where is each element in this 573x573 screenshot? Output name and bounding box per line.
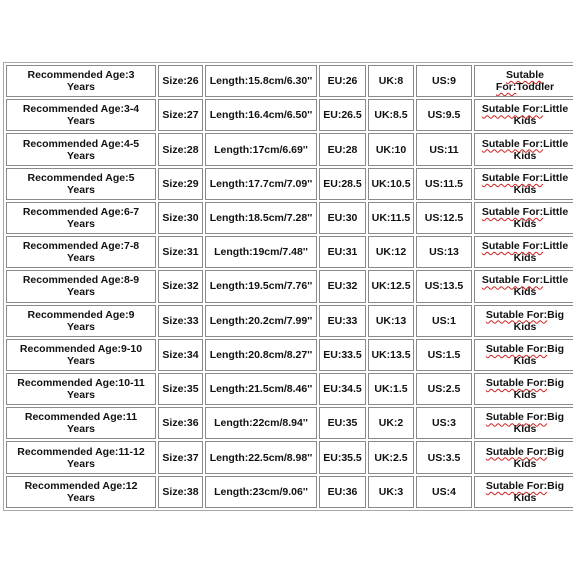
size-cell: Size:29 — [158, 168, 203, 200]
suitable-for-value: Big Kids — [513, 377, 565, 402]
size-cell: Size:34 — [158, 339, 203, 371]
suitable-for-value: Little Kids — [513, 274, 569, 299]
size-cell: Size:37 — [158, 441, 203, 473]
uk-size-cell: UK:12 — [368, 236, 414, 268]
suitable-for-value: Little Kids — [513, 205, 569, 230]
suitable-for-cell — [474, 339, 573, 371]
us-size-cell: US:13 — [416, 236, 472, 268]
table-row — [6, 202, 573, 234]
recommended-age-cell: Recommended Age:11 Years — [6, 407, 156, 439]
recommended-age-cell: Recommended Age:7-8 Years — [6, 236, 156, 268]
us-size-cell: US:9.5 — [416, 99, 472, 131]
eu-size-cell: EU:32 — [319, 270, 366, 302]
table-row — [6, 133, 573, 165]
us-size-cell: US:4 — [416, 476, 472, 508]
table-row — [6, 168, 573, 200]
suitable-for-label: Sutable For: — [485, 411, 548, 424]
uk-size-cell: UK:2 — [368, 407, 414, 439]
suitable-for-cell — [474, 99, 573, 131]
foot-length-cell: Length:22cm/8.94'' — [205, 407, 317, 439]
eu-size-cell: EU:30 — [319, 202, 366, 234]
eu-size-cell: EU:33 — [319, 305, 366, 337]
eu-size-cell: EU:34.5 — [319, 373, 366, 405]
us-size-cell: US:11 — [416, 133, 472, 165]
eu-size-cell: EU:31 — [319, 236, 366, 268]
table-row — [6, 441, 573, 473]
size-cell: Size:26 — [158, 65, 203, 97]
size-cell: Size:38 — [158, 476, 203, 508]
foot-length-cell: Length:23cm/9.06'' — [205, 476, 317, 508]
eu-size-cell: EU:35.5 — [319, 441, 366, 473]
suitable-for-value: Big Kids — [513, 479, 565, 504]
recommended-age-cell: Recommended Age:4-5 Years — [6, 133, 156, 165]
size-cell: Size:36 — [158, 407, 203, 439]
suitable-for-cell — [474, 168, 573, 200]
table-row — [6, 305, 573, 337]
suitable-for-value: Little Kids — [513, 240, 569, 265]
uk-size-cell: UK:3 — [368, 476, 414, 508]
size-cell: Size:32 — [158, 270, 203, 302]
table-row — [6, 339, 573, 371]
recommended-age-cell: Recommended Age:12 Years — [6, 476, 156, 508]
suitable-for-value: Big Kids — [513, 308, 565, 333]
suitable-for-label: Sutable For: — [485, 342, 548, 355]
suitable-for-value: Big Kids — [513, 445, 565, 470]
us-size-cell: US:3 — [416, 407, 472, 439]
size-chart-table — [3, 62, 573, 511]
suitable-for-value: Big Kids — [513, 411, 565, 436]
eu-size-cell: EU:26 — [319, 65, 366, 97]
us-size-cell: US:3.5 — [416, 441, 472, 473]
foot-length-cell: Length:15.8cm/6.30'' — [205, 65, 317, 97]
table-row — [6, 99, 573, 131]
uk-size-cell: UK:2.5 — [368, 441, 414, 473]
table-row — [6, 476, 573, 508]
size-cell: Size:27 — [158, 99, 203, 131]
suitable-for-label: Sutable For: — [485, 445, 548, 458]
recommended-age-cell: Recommended Age:5 Years — [6, 168, 156, 200]
uk-size-cell: UK:12.5 — [368, 270, 414, 302]
us-size-cell: US:1.5 — [416, 339, 472, 371]
recommended-age-cell: Recommended Age:8-9 Years — [6, 270, 156, 302]
suitable-for-label: Sutable For: — [481, 171, 544, 184]
recommended-age-cell: Recommended Age:9 Years — [6, 305, 156, 337]
size-cell: Size:31 — [158, 236, 203, 268]
recommended-age-cell: Recommended Age:9-10 Years — [6, 339, 156, 371]
recommended-age-cell: Recommended Age:10-11 Years — [6, 373, 156, 405]
suitable-for-cell — [474, 441, 573, 473]
recommended-age-cell: Recommended Age:11-12 Years — [6, 441, 156, 473]
uk-size-cell: UK:8 — [368, 65, 414, 97]
suitable-for-value: Little Kids — [513, 171, 569, 196]
us-size-cell: US:13.5 — [416, 270, 472, 302]
eu-size-cell: EU:35 — [319, 407, 366, 439]
suitable-for-cell — [474, 236, 573, 268]
suitable-for-label: Sutable For: — [485, 308, 548, 321]
foot-length-cell: Length:20.8cm/8.27'' — [205, 339, 317, 371]
suitable-for-cell — [474, 476, 573, 508]
suitable-for-cell — [474, 407, 573, 439]
suitable-for-label: Sutable For: — [481, 274, 544, 287]
us-size-cell: US:2.5 — [416, 373, 472, 405]
recommended-age-cell: Recommended Age:3 Years — [6, 65, 156, 97]
uk-size-cell: UK:10.5 — [368, 168, 414, 200]
table-row — [6, 236, 573, 268]
size-cell: Size:33 — [158, 305, 203, 337]
foot-length-cell: Length:20.2cm/7.99'' — [205, 305, 317, 337]
suitable-for-label: Sutable For: — [485, 479, 548, 492]
foot-length-cell: Length:19.5cm/7.76'' — [205, 270, 317, 302]
suitable-for-value: Little Kids — [513, 103, 569, 128]
foot-length-cell: Length:17.7cm/7.09'' — [205, 168, 317, 200]
suitable-for-label: Sutable For: — [495, 69, 544, 94]
eu-size-cell: EU:28 — [319, 133, 366, 165]
uk-size-cell: UK:10 — [368, 133, 414, 165]
uk-size-cell: UK:13.5 — [368, 339, 414, 371]
uk-size-cell: UK:8.5 — [368, 99, 414, 131]
us-size-cell: US:1 — [416, 305, 472, 337]
suitable-for-cell — [474, 373, 573, 405]
suitable-for-value: Big Kids — [513, 342, 565, 367]
suitable-for-cell — [474, 305, 573, 337]
recommended-age-cell: Recommended Age:6-7 Years — [6, 202, 156, 234]
us-size-cell: US:11.5 — [416, 168, 472, 200]
suitable-for-label: Sutable For: — [485, 377, 548, 390]
table-row — [6, 373, 573, 405]
foot-length-cell: Length:18.5cm/7.28'' — [205, 202, 317, 234]
suitable-for-cell — [474, 133, 573, 165]
size-cell: Size:30 — [158, 202, 203, 234]
suitable-for-label: Sutable For: — [481, 205, 544, 218]
suitable-for-cell — [474, 65, 573, 97]
eu-size-cell: EU:36 — [319, 476, 366, 508]
us-size-cell: US:12.5 — [416, 202, 472, 234]
eu-size-cell: EU:28.5 — [319, 168, 366, 200]
table-row — [6, 65, 573, 97]
suitable-for-value: Toddler — [516, 81, 555, 94]
suitable-for-cell — [474, 202, 573, 234]
recommended-age-cell: Recommended Age:3-4 Years — [6, 99, 156, 131]
uk-size-cell: UK:1.5 — [368, 373, 414, 405]
foot-length-cell: Length:22.5cm/8.98'' — [205, 441, 317, 473]
suitable-for-label: Sutable For: — [481, 103, 544, 116]
table-row — [6, 270, 573, 302]
eu-size-cell: EU:26.5 — [319, 99, 366, 131]
foot-length-cell: Length:17cm/6.69'' — [205, 133, 317, 165]
foot-length-cell: Length:16.4cm/6.50'' — [205, 99, 317, 131]
suitable-for-value: Little Kids — [513, 137, 569, 162]
foot-length-cell: Length:19cm/7.48'' — [205, 236, 317, 268]
uk-size-cell: UK:11.5 — [368, 202, 414, 234]
foot-length-cell: Length:21.5cm/8.46'' — [205, 373, 317, 405]
suitable-for-label: Sutable For: — [481, 240, 544, 253]
eu-size-cell: EU:33.5 — [319, 339, 366, 371]
suitable-for-cell — [474, 270, 573, 302]
us-size-cell: US:9 — [416, 65, 472, 97]
suitable-for-label: Sutable For: — [481, 137, 544, 150]
table-row — [6, 407, 573, 439]
size-cell: Size:28 — [158, 133, 203, 165]
uk-size-cell: UK:13 — [368, 305, 414, 337]
size-cell: Size:35 — [158, 373, 203, 405]
size-chart-body — [6, 65, 573, 508]
